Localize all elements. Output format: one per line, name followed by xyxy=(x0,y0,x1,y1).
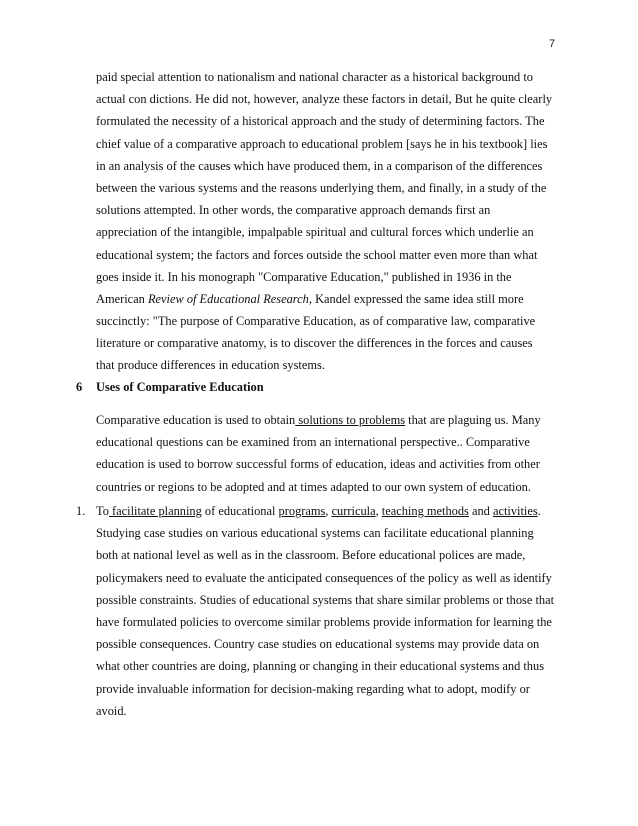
text-line: literature or comparative anatomy, is to discover the differences in the forces and causes xyxy=(96,336,533,351)
text-line: goes inside it. In his monograph "Comparative Education," published in 1936 in the xyxy=(96,269,512,284)
text-segment: Comparative education is used to obtain xyxy=(96,413,296,427)
text-line: solutions attempted. In other words, the comparative approach demands first an xyxy=(96,203,491,218)
item-body xyxy=(96,500,576,722)
text-line: paid special attention to nationalism and national character as a historical background to xyxy=(96,70,533,84)
text-line: chief value of a comparative approach to educational problem [says he in his textbook] lies xyxy=(96,136,548,151)
text-line: possible constraints. Studies of educational systems that share similar problems or those that xyxy=(96,592,555,607)
text-line: education is used to borrow successful forms of education, ideas and activities from other xyxy=(96,457,540,472)
text-line: Studying case studies on various educational systems can facilitate educational planning xyxy=(96,526,534,541)
text-line: avoid. xyxy=(96,703,127,718)
text-segment: . xyxy=(537,504,541,518)
text-segment: American xyxy=(96,291,148,306)
text-line: in an analysis of the causes which have produced them, in a comparison of the differences xyxy=(96,158,543,173)
text-line: provide invaluable information for decision-making regarding what to adopt, modify or xyxy=(96,681,530,696)
solutions-to-problems-link[interactable]: solutions to problems xyxy=(295,413,406,427)
text-line xyxy=(96,500,576,522)
text-segment: Kandel expressed the same idea still more xyxy=(311,291,524,306)
text-line: policymakers need to evaluate the anticipated consequences of the policy as well as identify xyxy=(96,570,552,585)
text-segment: of educational xyxy=(201,504,279,518)
text-line: between the various systems and the reasons underlying them, and finally, in a study of the xyxy=(96,180,547,195)
curricula-link[interactable]: curricula xyxy=(331,504,376,518)
text-segment: To xyxy=(96,504,109,518)
section-heading xyxy=(76,380,264,395)
paragraph-historical-approach xyxy=(96,66,566,377)
text-line: formulated the necessity of a historical approach and the study of determining factors. The xyxy=(96,114,545,129)
text-line xyxy=(96,288,566,310)
text-line: appreciation of the intangible, impalpable spiritual and cultural forces which underlie an xyxy=(96,225,534,240)
paragraph-uses-intro xyxy=(96,409,566,498)
text-line: possible consequences. Country case studies on educational systems may provide data on xyxy=(96,637,540,652)
text-line: countries or regions to be adopted and at times adapted to our own system of education. xyxy=(96,479,531,494)
text-segment: and xyxy=(468,504,493,518)
section-title: Uses of Comparative Education xyxy=(96,380,264,394)
text-line: actual con dictions. He did not, however, analyze these factors in detail, But he quite clearly xyxy=(96,92,553,107)
teaching-methods-link[interactable]: teaching methods xyxy=(381,504,469,518)
facilitate-planning-link[interactable]: facilitate planning xyxy=(108,504,202,518)
section-number: 6 xyxy=(76,380,83,394)
page-number: 7 xyxy=(549,38,556,50)
item-number: 1. xyxy=(76,504,86,518)
text-line: educational system; the factors and forces outside the school matter even more than what xyxy=(96,247,538,262)
text-segment: that are plaguing us. Many xyxy=(405,413,541,427)
programs-link[interactable]: programs xyxy=(278,504,326,518)
activities-link[interactable]: activities xyxy=(492,504,538,518)
text-line xyxy=(96,409,566,431)
text-segment: , xyxy=(375,504,382,518)
text-line: that produce differences in education systems. xyxy=(96,358,325,373)
text-line: both at national level as well as in the classroom. Before educational polices are made, xyxy=(96,548,526,563)
journal-title-italic: Review of Educational Research, xyxy=(147,291,312,306)
text-line: have formulated policies to overcome similar problems provide information for learning the xyxy=(96,614,552,629)
text-line: what other countries are doing, planning or changing in their educational systems and thus xyxy=(96,659,545,674)
text-segment: , xyxy=(325,504,332,518)
text-line: succinctly: "The purpose of Comparative Education, as of comparative law, comparative xyxy=(96,314,536,329)
text-line: educational questions can be examined from an international perspective.. Comparative xyxy=(96,435,530,450)
